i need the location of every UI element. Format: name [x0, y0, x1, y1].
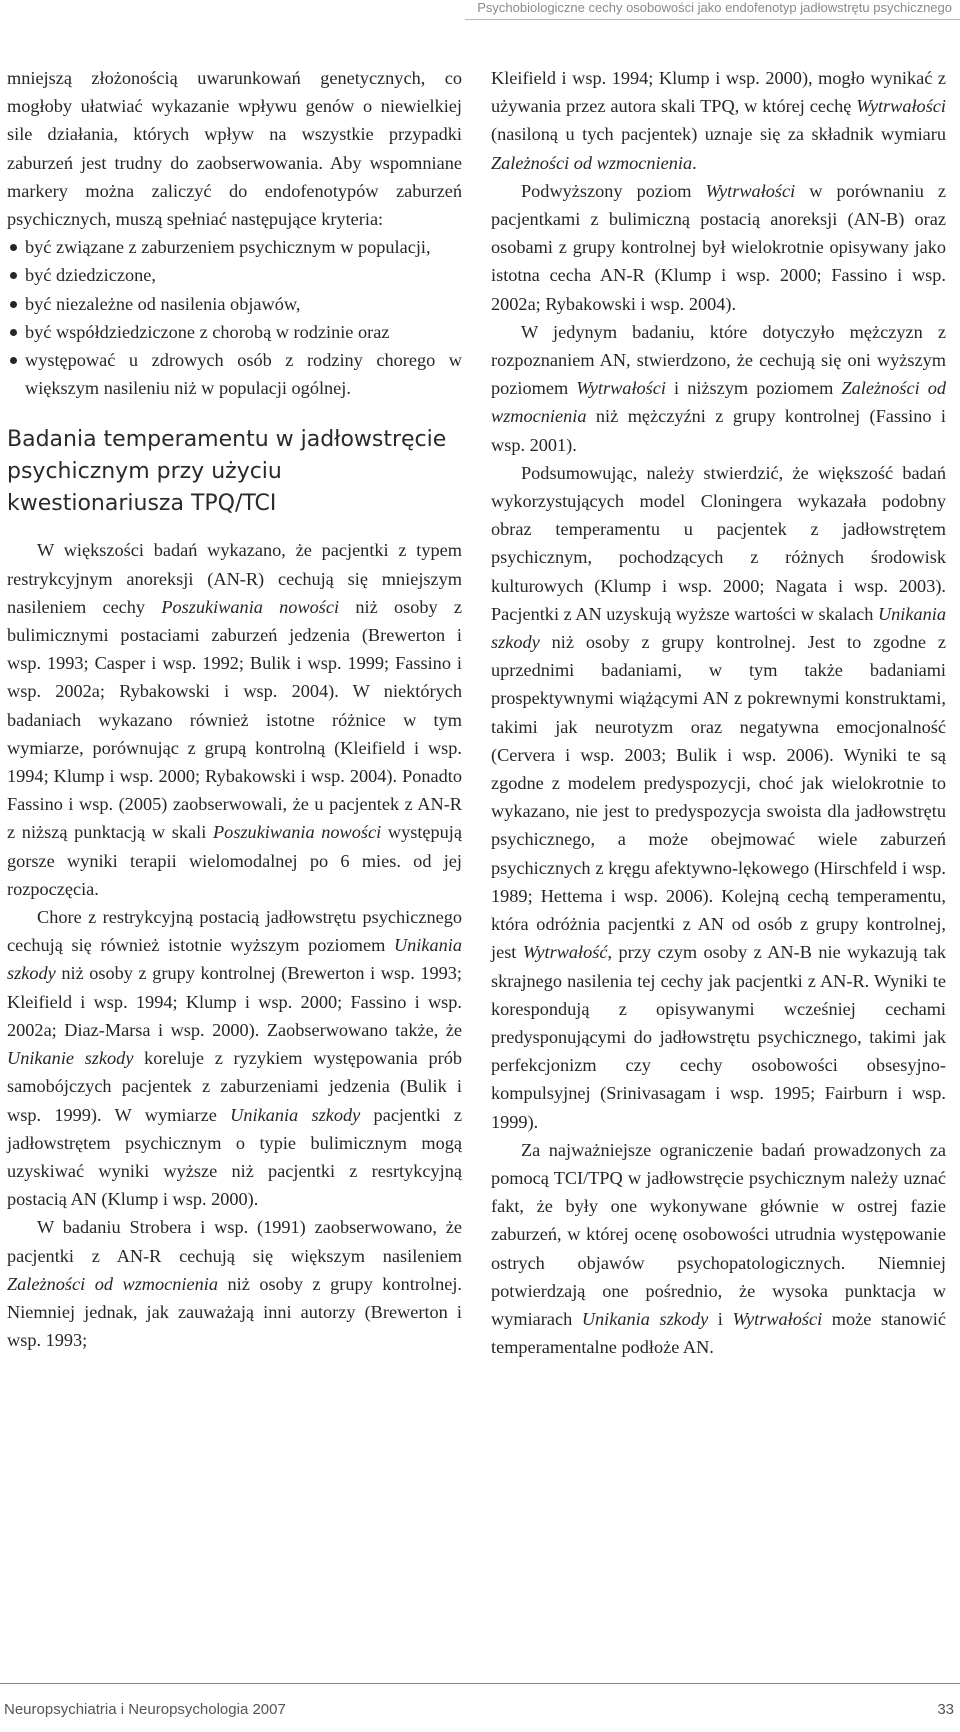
paragraph: W badaniu Strobera i wsp. (1991) zaobserwowano, że pacjentki z AN-R cechują się większym nasileniem Zależności od wzmocnienia niż osoby z grupy kontrolnej. Niemniej jednak, jak zauważają inni autorzy (Brewerton i wsp. 1993;: [7, 1217, 462, 1351]
criteria-item: być związane z zaburzeniem psychicznym w populacji,: [7, 233, 462, 261]
criteria-item: być współdziedziczone z chorobą w rodzinie oraz: [7, 318, 462, 346]
running-title: Psychobiologiczne cechy osobowości jako endofenotyp jadłowstrętu psychicznego: [465, 0, 960, 20]
paragraph: Podsumowując, należy stwierdzić, że większość badań wykorzystujących model Cloningera wykazała podobny obraz temperamentu u pacjentek z jadłowstrętem psychicznym, pochodzących z różnych środowisk kulturowych (Klump i wsp. 2000; Nagata i wsp. 2003). Pacjentki z AN uzyskują wyższe wartości w skalach Unikania szkody niż osoby z grupy kontrolnej. Jest to zgodne z uprzednimi badaniami, w tym także badaniami prospektywnymi wiążącymi AN z pokrewnymi konstruktami, takimi jak neurotyzm oraz negatywna emocjonalność (Cervera i wsp. 2003; Bulik i wsp. 2006). Wyniki te są zgodne z modelem predyspozycji, choć jak wielokrotnie to wykazano, nie jest to predyspozycja swoista dla jadłowstrętu psychicznego, a może obejmować wiele zaburzeń psychicznych z kręgu afektywno-lękowego (Hirschfeld i wsp. 1989; Hettema i wsp. 2006). Kolejną cechą temperamentu, która odróżnia pacjentki z AN od osób z grupy kontrolnej, jest Wytrwałość, przy czym osoby z AN-B nie wykazują tak skrajnego nasilenia tej cechy jak pacjentki z AN-R. Wyniki te korespondują z opisywanymi wcześniej cechami predysponującymi do jadłowstrętu psychicznego, takimi jak perfekcjonizm czy cechy osobowości obsesyjno-kompulsyjnej (Srinivasagam i wsp. 1995; Fairburn i wsp. 1999).: [491, 462, 946, 1132]
left-column: [7, 64, 462, 1354]
paragraph: Podwyższony poziom Wytrwałości w porównaniu z pacjentkami z bulimiczną postacią anoreksji (AN-B) oraz osobami z grupy kontrolnej był wielokrotnie opisywany jako istotna cecha AN-R (Klump i wsp. 2000; Fassino i wsp. 2002a; Rybakowski i wsp. 2004).: [491, 180, 947, 314]
section-heading: Badania temperamentu w jadłowstręcie psychicznym przy użyciu kwestionariusza TPQ/TCI: [7, 427, 447, 517]
criteria-list: [7, 233, 462, 402]
footer-rule: [0, 1683, 960, 1684]
criteria-item: występować u zdrowych osób z rodziny chorego w większym nasileniu niż w populacji ogólnej.: [7, 346, 462, 402]
paragraph: W jedynym badaniu, które dotyczyło mężczyzn z rozpoznaniem AN, stwierdzono, że cechują się oni wyższym poziomem Wytrwałości i niższym poziomem Zależności od wzmocnienia niż mężczyźni z grupy kontrolnej (Fassino i wsp. 2001).: [491, 321, 946, 455]
paragraph: mniejszą złożonością uwarunkowań genetycznych, co mogłoby ułatwiać wykazanie wpływu genów o niewielkiej sile działania, których wpływ na wszystkie przypadki zaburzeń jest trudny do zaobserwowania. Aby wspomniane markery można zaliczyć do endofenotypów zaburzeń psychicznych, muszą spełniać następujące kryteria:: [7, 68, 462, 230]
footer-journal: Neuropsychiatria i Neuropsychologia 2007: [4, 1701, 286, 1718]
paragraph: Chore z restrykcyjną postacią jadłowstrętu psychicznego cechują się również istotnie wyższym poziomem Unikania szkody niż osoby z grupy kontrolnej (Brewerton i wsp. 1993; Kleifield i wsp. 1994; Klump i wsp. 2000; Fassino i wsp. 2002a; Diaz-Marsa i wsp. 2000). Zaobserwowano także, że Unikanie szkody koreluje z ryzykiem występowania prób samobójczych pacjentek z zaburzeniami jedzenia (Bulik i wsp. 1999). W wymiarze Unikania szkody pacjentki z jadłowstrętem psychicznym o typie bulimicznym mogą uzyskiwać wyniki wyższe niż pacjentki z resrtykcyjną postacią AN (Klump i wsp. 2000).: [7, 907, 462, 1210]
paragraph: Kleifield i wsp. 1994; Klump i wsp. 2000), mogło wynikać z używania przez autora skali TPQ, w której cechę Wytrwałości (nasiloną u tych pacjentek) uznaje się za składnik wymiaru Zależności od wzmocnienia.: [491, 68, 946, 173]
paragraph: W większości badań wykazano, że pacjentki z typem restrykcyjnym anoreksji (AN-R) cechują się mniejszym nasileniem cechy Poszukiwania nowości niż osoby z bulimicznymi postaciami zaburzeń jedzenia (Brewerton i wsp. 1993; Casper i wsp. 1992; Bulik i wsp. 1999; Fassino i wsp. 2002a; Rybakowski i wsp. 2004). W niektórych badaniach wykazano również istotne różnice w tym wymiarze, porównując z grupą kontrolną (Kleifield i wsp. 1994; Klump i wsp. 2000; Rybakowski i wsp. 2004). Ponadto Fassino i wsp. (2005) zaobserwowali, że u pacjentek z AN-R z niższą punktacją w skali Poszukiwania nowości występują gorsze wyniki terapii wielomodalnej po 6 mies. od jej rozpoczęcia.: [7, 540, 462, 899]
page-number: 33: [937, 1701, 954, 1718]
running-header: [0, 0, 960, 28]
criteria-item: być niezależne od nasilenia objawów,: [7, 290, 462, 318]
criteria-item: być dziedziczone,: [7, 261, 462, 289]
right-column: [491, 64, 946, 1361]
paragraph: Za najważniejsze ograniczenie badań prowadzonych za pomocą TCI/TPQ w jadłowstręcie psychicznym należy uznać fakt, że były one wykonywane głównie w ostrej fazie zaburzeń, w której ocenę osobowości utrudnia występowanie ostrych objawów psychopatologicznych. Niemniej potwierdzają one pośrednio, że wysoka punktacja w wymiarach Unikania szkody i Wytrwałości może stanowić temperamentalne podłoże AN.: [491, 1139, 946, 1358]
